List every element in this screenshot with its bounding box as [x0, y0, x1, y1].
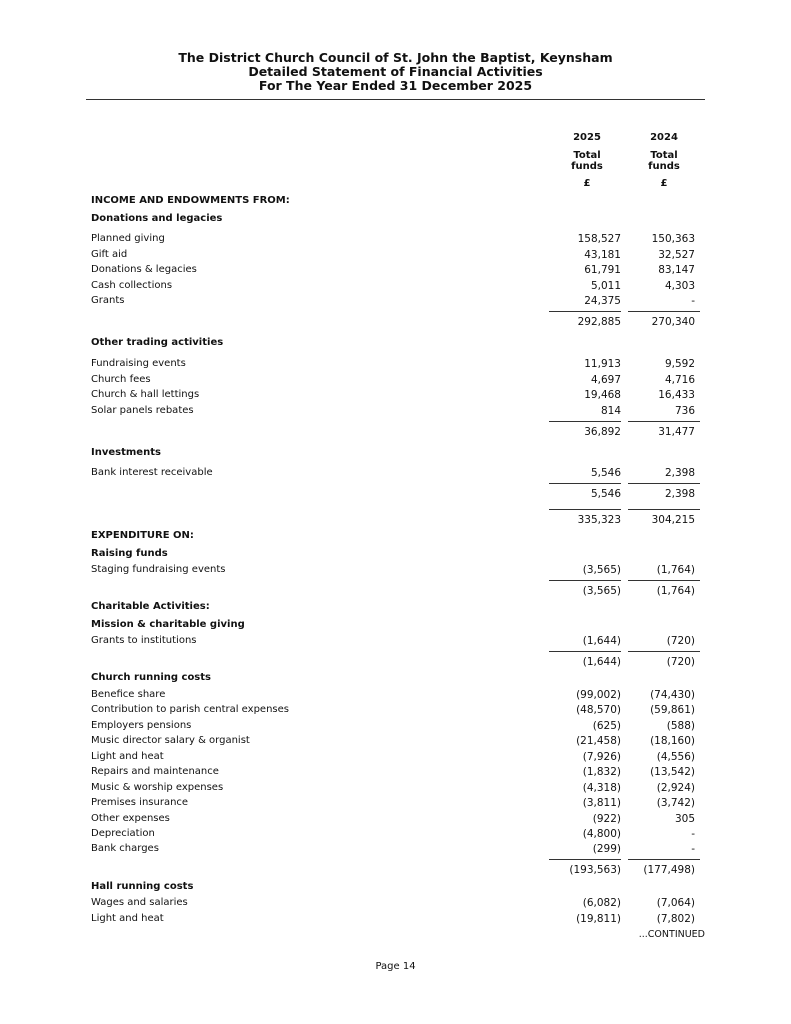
value-2025: (3,565) — [582, 564, 621, 576]
section-title-investments: Investments — [91, 447, 161, 458]
value-2025: (4,318) — [582, 782, 621, 794]
subtotal-2025: (1,644) — [582, 656, 621, 668]
row-label: Wages and salaries — [91, 897, 188, 908]
value-2024: 32,527 — [658, 249, 695, 261]
value-2024: 736 — [674, 405, 695, 417]
subtotal-2025: (3,565) — [582, 585, 621, 597]
charitable-heading: Charitable Activities: — [91, 601, 210, 612]
row-label: Employers pensions — [91, 720, 192, 731]
income-total-2024: 304,215 — [651, 514, 695, 526]
subtotal-rule — [549, 651, 621, 652]
value-2025: (3,811) — [582, 797, 621, 809]
value-2025: 43,181 — [584, 249, 621, 261]
value-2025: 11,913 — [584, 358, 621, 370]
value-2025: 61,791 — [584, 264, 621, 276]
subtotal-rule — [628, 483, 700, 484]
column-header-2024: 2024 Total funds £ — [648, 132, 680, 189]
header-divider — [86, 99, 705, 100]
value-2024: (3,742) — [656, 797, 695, 809]
value-2025: 814 — [600, 405, 621, 417]
value-2025: (99,002) — [576, 689, 621, 701]
value-2025: (6,082) — [582, 897, 621, 909]
subtotal-rule — [628, 651, 700, 652]
subtotal-rule — [628, 421, 700, 422]
subtotal-rule — [549, 483, 621, 484]
subtotal-2025: 292,885 — [577, 316, 621, 328]
value-2025: (299) — [592, 843, 621, 855]
value-2024: 150,363 — [651, 233, 695, 245]
subtotal-2024: (1,764) — [656, 585, 695, 597]
subtotal-2024: 31,477 — [658, 426, 695, 438]
value-2025: 5,546 — [590, 467, 621, 479]
row-label: Depreciation — [91, 828, 155, 839]
value-2025: (48,570) — [576, 704, 621, 716]
value-2024: (720) — [666, 635, 695, 647]
row-label: Other expenses — [91, 813, 170, 824]
income-total-2025: 335,323 — [577, 514, 621, 526]
row-label: Light and heat — [91, 913, 164, 924]
continued-note: ...CONTINUED — [638, 929, 705, 940]
value-2024: (59,861) — [650, 704, 695, 716]
row-label: Cash collections — [91, 280, 173, 291]
subtotal-2025: (193,563) — [569, 864, 621, 876]
value-2024: 305 — [674, 813, 695, 825]
value-2024: 16,433 — [658, 389, 695, 401]
column-header-2025: 2025 Total funds £ — [571, 132, 603, 189]
value-2025: (1,644) — [582, 635, 621, 647]
row-label: Church & hall lettings — [91, 389, 200, 400]
value-2025: (19,811) — [576, 913, 621, 925]
subtotal-2024: (177,498) — [643, 864, 695, 876]
subtotal-rule — [549, 859, 621, 860]
row-label: Grants to institutions — [91, 635, 197, 646]
row-label: Bank interest receivable — [91, 467, 213, 478]
subtotal-2024: (720) — [666, 656, 695, 668]
section-title-hall: Hall running costs — [91, 881, 194, 892]
value-2024: 83,147 — [658, 264, 695, 276]
value-2024: 4,716 — [664, 374, 695, 386]
row-label: Music & worship expenses — [91, 782, 224, 793]
statement-period: For The Year Ended 31 December 2025 — [258, 78, 533, 93]
subtotal-rule — [628, 859, 700, 860]
subtotal-rule — [628, 311, 700, 312]
statement-header — [0, 51, 791, 93]
value-2024: (74,430) — [650, 689, 695, 701]
total-rule — [628, 509, 700, 510]
value-2025: 19,468 — [584, 389, 621, 401]
value-2024: (1,764) — [656, 564, 695, 576]
value-2024: (7,064) — [656, 897, 695, 909]
section-title-raising: Raising funds — [91, 548, 168, 559]
row-label: Donations & legacies — [91, 264, 197, 275]
statement-title: Detailed Statement of Financial Activities — [248, 64, 543, 79]
section-title-donations: Donations and legacies — [91, 213, 223, 224]
subtotal-2025: 5,546 — [590, 488, 621, 500]
value-2025: (625) — [592, 720, 621, 732]
section-title-mission: Mission & charitable giving — [91, 619, 245, 630]
row-label: Repairs and maintenance — [91, 766, 219, 777]
value-2024: 9,592 — [664, 358, 695, 370]
section-title-trading: Other trading activities — [91, 337, 224, 348]
section-title-church: Church running costs — [91, 672, 211, 683]
value-2025: (922) — [592, 813, 621, 825]
value-2025: 4,697 — [590, 374, 621, 386]
value-2025: 24,375 — [584, 295, 621, 307]
value-2025: (7,926) — [582, 751, 621, 763]
row-label: Gift aid — [91, 249, 128, 260]
value-2024: (4,556) — [656, 751, 695, 763]
subtotal-2024: 2,398 — [664, 488, 695, 500]
subtotal-rule — [549, 580, 621, 581]
subtotal-rule — [628, 580, 700, 581]
total-rule — [549, 509, 621, 510]
value-2024: - — [691, 828, 695, 840]
row-label: Staging fundraising events — [91, 564, 226, 575]
value-2024: (588) — [666, 720, 695, 732]
value-2024: 4,303 — [664, 280, 695, 292]
value-2025: (4,800) — [582, 828, 621, 840]
page-number: Page 14 — [375, 961, 416, 972]
row-label: Fundraising events — [91, 358, 186, 369]
subtotal-2024: 270,340 — [651, 316, 695, 328]
value-2025: 158,527 — [577, 233, 621, 245]
value-2024: (7,802) — [656, 913, 695, 925]
expenditure-heading: EXPENDITURE ON: — [91, 530, 194, 541]
row-label: Grants — [91, 295, 125, 306]
row-label: Planned giving — [91, 233, 165, 244]
row-label: Music director salary & organist — [91, 735, 250, 746]
value-2024: (18,160) — [650, 735, 695, 747]
organisation-name: The District Church Council of St. John the Baptist, Keynsham — [178, 50, 613, 65]
row-label: Premises insurance — [91, 797, 189, 808]
income-heading: INCOME AND ENDOWMENTS FROM: — [91, 195, 290, 206]
value-2025: (21,458) — [576, 735, 621, 747]
row-label: Solar panels rebates — [91, 405, 194, 416]
subtotal-2025: 36,892 — [584, 426, 621, 438]
value-2025: (1,832) — [582, 766, 621, 778]
value-2024: (13,542) — [650, 766, 695, 778]
subtotal-rule — [549, 311, 621, 312]
value-2024: - — [691, 295, 695, 307]
value-2024: (2,924) — [656, 782, 695, 794]
row-label: Contribution to parish central expenses — [91, 704, 289, 715]
value-2025: 5,011 — [590, 280, 621, 292]
row-label: Light and heat — [91, 751, 164, 762]
row-label: Church fees — [91, 374, 151, 385]
value-2024: 2,398 — [664, 467, 695, 479]
value-2024: - — [691, 843, 695, 855]
row-label: Benefice share — [91, 689, 166, 700]
row-label: Bank charges — [91, 843, 159, 854]
subtotal-rule — [549, 421, 621, 422]
